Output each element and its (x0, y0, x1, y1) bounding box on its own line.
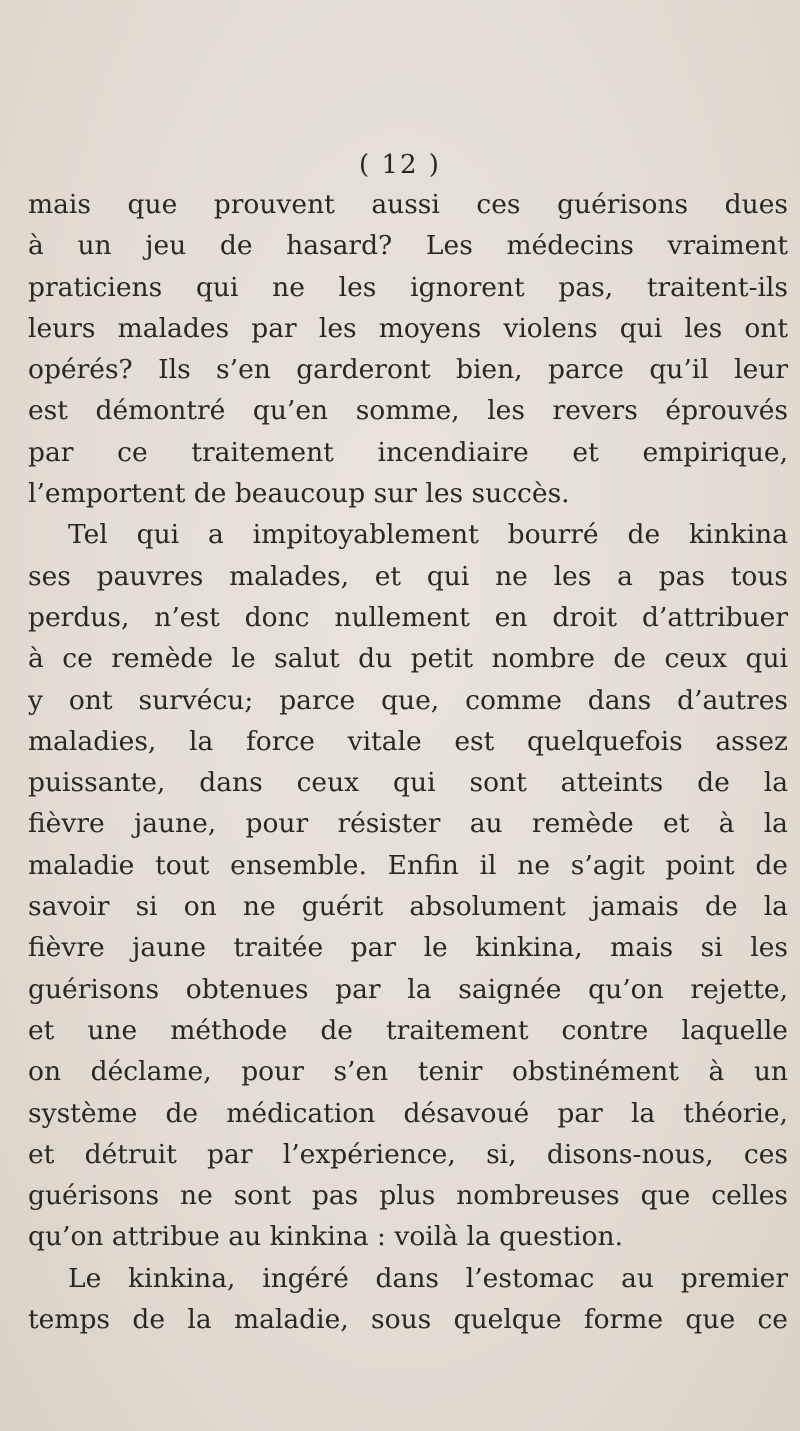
text-line: ses pauvres malades, et qui ne les a pas tous (28, 560, 788, 592)
text-line: par ce traitement incendiaire et empirique, (28, 436, 788, 468)
text-line: Le kinkina, ingéré dans l’estomac au premier (68, 1262, 788, 1294)
text-line: est démontré qu’en somme, les revers éprouvés (28, 395, 788, 427)
text-line: perdus, n’est donc nullement en droit d’attribuer (28, 601, 788, 633)
text-line: l’emportent de beaucoup sur les succès. (28, 478, 570, 510)
text-line: Tel qui a impitoyablement bourré de kinkina (68, 519, 788, 551)
text-line: fièvre jaune traitée par le kinkina, mais si les (28, 932, 788, 964)
text-line: système de médication désavoué par la théorie, (28, 1097, 788, 1129)
text-line: leurs malades par les moyens violens qui les ont (28, 312, 788, 344)
text-line: puissante, dans ceux qui sont atteints de la (28, 767, 788, 799)
text-line: qu’on attribue au kinkina : voilà la question. (28, 1221, 624, 1253)
text-line: opérés? Ils s’en garderont bien, parce qu’il leur (28, 354, 788, 386)
text-line: à ce remède le salut du petit nombre de ceux qui (28, 643, 788, 675)
text-line: maladies, la force vitale est quelquefois assez (28, 725, 788, 757)
text-line: guérisons obtenues par la saignée qu’on rejette, (28, 973, 788, 1005)
page-number: ( 12 ) (359, 150, 441, 180)
text-line: on déclame, pour s’en tenir obstinément à un (28, 1056, 788, 1088)
text-line: praticiens qui ne les ignorent pas, traitent-ils (28, 271, 788, 303)
text-line: mais que prouvent aussi ces guérisons dues (28, 189, 788, 220)
text-line: et détruit par l’expérience, si, disons-nous, ces (28, 1138, 788, 1170)
text-line: à un jeu de hasard? Les médecins vraiment (28, 230, 788, 262)
text-line: et une méthode de traitement contre laquelle (28, 1014, 788, 1046)
text-line: maladie tout ensemble. Enfin il ne s’agit point de (28, 849, 788, 881)
text-line: temps de la maladie, sous quelque forme que ce (28, 1304, 788, 1336)
body-text (28, 184, 788, 1340)
text-line: y ont survécu; parce que, comme dans d’autres (28, 684, 788, 716)
text-line: savoir si on ne guérit absolument jamais de la (28, 891, 788, 923)
text-line: fièvre jaune, pour résister au remède et à la (28, 808, 788, 840)
text-line: guérisons ne sont pas plus nombreuses que celles (28, 1180, 788, 1212)
